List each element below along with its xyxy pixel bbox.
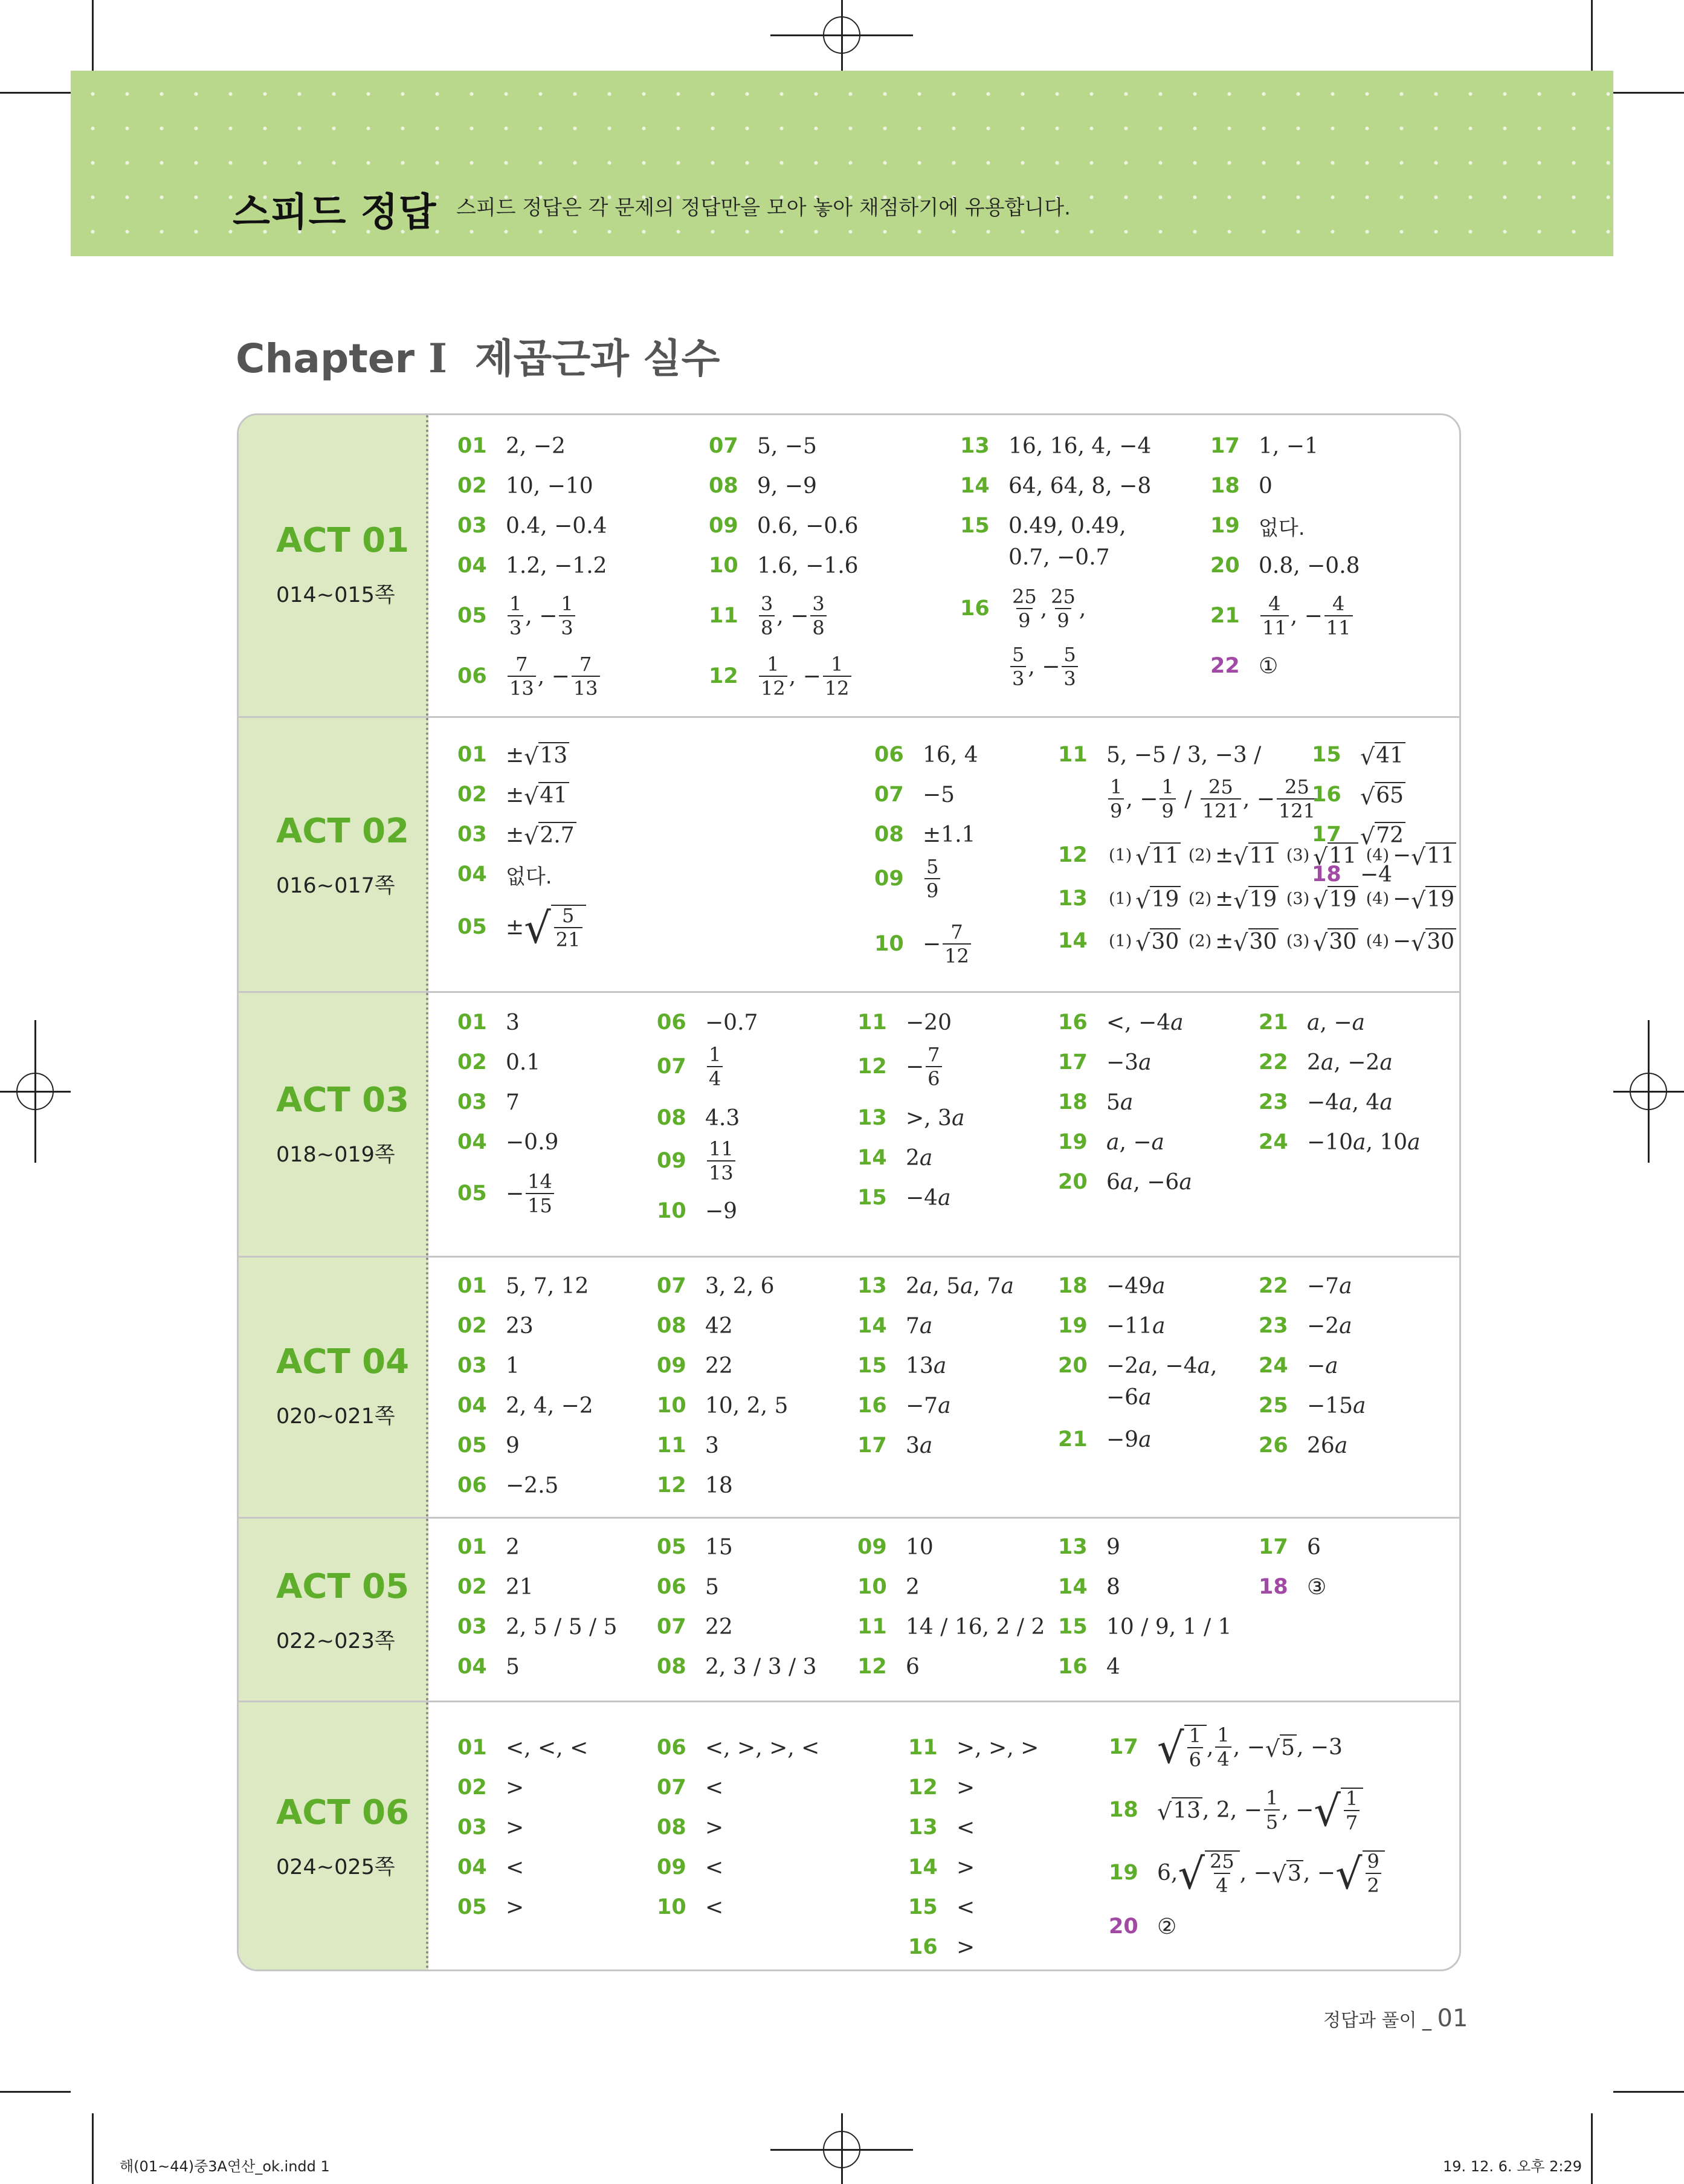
answer-item: 05 − $\frac{14}{15}$ [457,1165,556,1223]
act-pages: 016~017쪽 [276,874,395,898]
act-section-01 [239,415,1459,718]
act-section-04 [239,1258,1459,1519]
registration-mark-bottom [823,2131,860,2168]
answer-item: 11 >, >, > [908,1735,1039,1760]
act-title: ACT 05 [276,1567,410,1606]
answer-item: 05 $\frac{1}{3}$ , − $\frac{1}{3}$ [457,587,577,645]
answer-item: 05 15 [657,1534,733,1560]
chapter-label: Chapter [236,335,415,382]
crop-mark [0,92,71,94]
answer-item: 16 √ 65 [1312,776,1405,813]
answer-item: 19 a , − a [1058,1129,1164,1155]
answer-item: 09 $\frac{11}{13}$ [657,1132,737,1190]
answer-item-continued: $\frac{1}{9}$ , − $\frac{1}{9}$ / $\frac{25}{121}$ , − $\frac{25}{121}$ [1106,770,1319,828]
answer-item: 18 √ 13 , 2, − $\frac{1}{5}$ , − √ $\frac{1}{7}$ [1109,1780,1363,1840]
answer-item: 21 −9 a [1058,1427,1152,1452]
answer-item: 10 −9 [657,1198,738,1224]
answer-item: 04 5 [457,1654,520,1679]
crop-mark [1591,0,1593,71]
answer-item: 10 10, 2, 5 [657,1393,789,1418]
answer-item: 09 0.6, −0.6 [709,513,859,538]
answer-item: 07 5, −5 [709,433,817,459]
answer-item: 26 26 a [1259,1433,1348,1458]
answer-item: 10 < [657,1895,724,1920]
answer-item: 03 0.4, −0.4 [457,513,607,538]
act-label-cell [239,993,428,1256]
answer-item: 06 $\frac{7}{13}$ , − $\frac{7}{13}$ [457,647,602,705]
answer-item: 06 −2.5 [457,1473,559,1498]
act-title: ACT 01 [276,521,410,560]
answer-item: 23 −2 a [1259,1313,1352,1339]
answer-item: 21 $\frac{4}{11}$ , − $\frac{4}{11}$ [1210,587,1355,645]
answer-item: 06 −0.7 [657,1010,758,1035]
answer-item: 16 <, −4 a [1058,1010,1184,1035]
answer-item: 08 2, 3 / 3 / 3 [657,1654,817,1679]
answer-item: 02 23 [457,1313,534,1339]
answer-item: 08 9, −9 [709,473,817,499]
band-description: 스피드 정답은 각 문제의 정답만을 모아 놓아 채점하기에 유용합니다. [456,196,1071,220]
answer-item: 18 0 [1210,473,1273,499]
act-label-cell [239,415,428,716]
answer-item: 03 7 [457,1090,520,1115]
answer-item: 04 1.2, −1.2 [457,553,607,578]
act-section-02 [239,718,1459,993]
answer-item: 07 $\frac{1}{4}$ [657,1038,724,1096]
act-label-cell [239,1519,428,1701]
answer-item: 18 5 a [1058,1090,1134,1115]
answer-item: 15 √ 41 [1312,736,1405,774]
act-section-03 [239,993,1459,1258]
registration-mark-right [1630,1073,1667,1110]
answer-item-final: 22 ① [1210,653,1279,679]
answer-item: 12 (1) √ 11 (2) ± √ 11 (3) √ 11 (4) − √ 11 [1058,836,1456,874]
answer-item: 15 0.49, 0.49, [960,513,1126,538]
answer-item-continued: −6 a [1106,1384,1152,1410]
answer-item: 13 (1) √ 19 (2) ± √ 19 (3) √ 19 (4) − √ 19 [1058,880,1456,917]
answer-item: 13 >, 3 a [857,1105,965,1131]
answer-item: 02 > [457,1775,524,1800]
answer-item: 02 0.1 [457,1050,541,1075]
answer-item-final: 18 ③ [1259,1574,1327,1600]
crop-mark [92,2113,94,2184]
answer-item: 18 −49 a [1058,1273,1166,1299]
print-date-info: 19. 12. 6. 오후 2:29 [1443,2158,1582,2175]
answer-item: 12 18 [657,1473,733,1498]
answer-item: 10 2 [857,1574,920,1600]
answer-item: 14 > [908,1855,975,1880]
answer-item: 08 > [657,1815,724,1840]
answer-item: 11 14 / 16, 2 / 2 [857,1614,1045,1640]
answer-item: 19 없다. [1210,514,1305,540]
page-footer [1323,2005,1468,2032]
answer-item: 19 −11 a [1058,1313,1166,1339]
answer-item: 07 22 [657,1614,733,1640]
answer-item: 16 $\frac{25}{9}$ , $\frac{25}{9}$ , [960,585,1086,632]
answer-item: 12 6 [857,1654,920,1679]
answer-item: 08 42 [657,1313,733,1339]
answer-item: 13 9 [1058,1534,1120,1560]
answer-item: 14 7 a [857,1313,933,1339]
answer-item: 04 < [457,1855,524,1880]
answer-item: 19 6, √ $\frac{25}{4}$ , − √ 3 , − √ $\frac{9}{2}$ [1109,1843,1385,1903]
answer-item: 04 −0.9 [457,1129,559,1155]
answer-item: 17 6 [1259,1534,1321,1560]
answer-item: 12 − $\frac{7}{6}$ [857,1038,944,1096]
answer-item: 12 > [908,1775,975,1800]
act-title: ACT 04 [276,1342,410,1381]
answer-item: 13 16, 16, 4, −4 [960,433,1152,459]
act-pages: 024~025쪽 [276,1855,395,1879]
act-label-cell [239,1702,428,1971]
band-title: 스피드 정답 [233,190,437,235]
answer-item: 15 −4 a [857,1185,951,1210]
answer-item: 11 −20 [857,1010,952,1035]
chapter-heading [236,326,720,384]
act-title: ACT 06 [276,1793,410,1832]
answer-item: 08 ±1.1 [874,822,976,847]
answer-item: 07 < [657,1775,724,1800]
crop-mark [92,0,94,71]
act-pages: 018~019쪽 [276,1143,395,1167]
answer-item: 14 2 a [857,1145,933,1171]
answer-item: 24 −10 a , 10 a [1259,1129,1421,1155]
footer-label: 정답과 풀이 _ [1323,2010,1437,2031]
answer-item: 01 3 [457,1010,520,1035]
answer-item: 03 2, 5 / 5 / 5 [457,1614,618,1640]
act-pages: 022~023쪽 [276,1629,395,1653]
answer-item: 01 5, 7, 12 [457,1273,589,1299]
answer-table [237,413,1461,1971]
answer-item: 03 > [457,1815,524,1840]
answer-item: 03 1 [457,1353,520,1378]
registration-mark-left [16,1073,54,1110]
answer-item: 17 1, −1 [1210,433,1318,459]
act-label-cell [239,718,428,991]
chapter-numeral: Ⅰ [428,335,447,382]
answer-item: 07 3, 2, 6 [657,1273,775,1299]
answer-item: 17 √ $\frac{1}{6}$ , $\frac{1}{4}$ , − √ 5 , −3 [1109,1724,1343,1773]
answer-item: 01 2, −2 [457,433,566,459]
answer-item: 20 0.8, −0.8 [1210,553,1360,578]
answer-item: 08 4.3 [657,1105,740,1131]
answer-item-continued: $\frac{5}{3}$ , − $\frac{5}{3}$ [1008,638,1080,696]
act-section-06 [239,1702,1459,1971]
chapter-title: 제곱근과 실수 [474,335,720,382]
answer-item: 14 64, 64, 8, −8 [960,473,1152,499]
answer-item: 20 6 a , −6 a [1058,1169,1192,1195]
registration-mark-top [823,16,860,54]
answer-item: 04 없다. [457,862,552,889]
answer-item: 13 < [908,1815,975,1840]
answer-item: 15 10 / 9, 1 / 1 [1058,1614,1232,1640]
answer-item: 02 21 [457,1574,534,1600]
answer-item: 11 5, −5 / 3, −3 / [1058,742,1262,767]
answer-item: 09 $\frac{5}{9}$ [874,850,942,908]
answer-item: 16 4 [1058,1654,1120,1679]
answer-item: 04 2, 4, −2 [457,1393,593,1418]
answer-item: 16 > [908,1934,975,1960]
answer-item: 06 16, 4 [874,742,978,767]
act-pages: 014~015쪽 [276,583,395,607]
answer-item: 15 < [908,1895,975,1920]
act-title: ACT 03 [276,1081,410,1120]
answer-item: 12 $\frac{1}{12}$ , − $\frac{1}{12}$ [709,647,853,705]
page-number: 01 [1437,2005,1468,2032]
answer-item: 17 3 a [857,1433,933,1458]
print-file-info: 해(01~44)중3A연산_ok.indd 1 [120,2158,330,2175]
answer-item: 06 5 [657,1574,719,1600]
act-section-05 [239,1519,1459,1702]
answer-item: 09 10 [857,1534,934,1560]
answer-item: 21 a , − a [1259,1010,1365,1035]
answer-item: 05 ± √ $\frac{5}{21}$ [457,897,586,957]
answer-item: 02 10, −10 [457,473,593,499]
answer-item: 05 9 [457,1433,520,1458]
answer-item-final: 20 ② [1109,1914,1177,1939]
answer-item: 16 −7 a [857,1393,951,1418]
act-label-cell [239,1258,428,1517]
crop-mark [1613,92,1684,94]
answer-item: 14 (1) √ 30 (2) ± √ 30 (3) √ 30 (4) − √ 30 [1058,922,1456,960]
answer-item: 01 2 [457,1534,520,1560]
answer-item: 23 −4 a , 4 a [1259,1090,1393,1115]
answer-item: 13 2 a , 5 a , 7 a [857,1273,1014,1299]
answer-item: 11 $\frac{3}{8}$ , − $\frac{3}{8}$ [709,587,828,645]
answer-item: 09 < [657,1855,724,1880]
answer-item: 06 <, >, >, < [657,1735,820,1760]
answer-item: 07 −5 [874,782,955,807]
answer-item: 10 − $\frac{7}{12}$ [874,915,973,973]
answer-item: 02 ± √ 41 [457,776,569,813]
answer-item: 14 8 [1058,1574,1120,1600]
answer-item-final: 18 −4 [1312,862,1393,887]
answer-item: 17 −3 a [1058,1050,1152,1075]
crop-mark [0,2091,71,2093]
crop-mark [1613,2091,1684,2093]
answer-item-continued: 0.7, −0.7 [1008,544,1110,570]
answer-item: 24 − a [1259,1353,1338,1378]
answer-item: 01 ± √ 13 [457,736,569,774]
answer-item: 01 <, <, < [457,1735,589,1760]
answer-item: 10 1.6, −1.6 [709,553,859,578]
answer-item: 25 −15 a [1259,1393,1366,1418]
act-pages: 020~021쪽 [276,1404,395,1429]
act-title: ACT 02 [276,812,410,851]
crop-mark [1591,2113,1593,2184]
answer-item: 05 > [457,1895,524,1920]
answer-item: 15 13 a [857,1353,947,1378]
answer-item: 22 −7 a [1259,1273,1352,1299]
answer-item: 20 −2 a , −4 a , [1058,1353,1218,1378]
answer-item: 11 3 [657,1433,719,1458]
answer-item: 09 22 [657,1353,733,1378]
answer-item: 22 2 a , −2 a [1259,1050,1393,1075]
answer-item: 17 √ 72 [1312,816,1405,853]
answer-item: 03 ± √ 2.7 [457,816,576,853]
